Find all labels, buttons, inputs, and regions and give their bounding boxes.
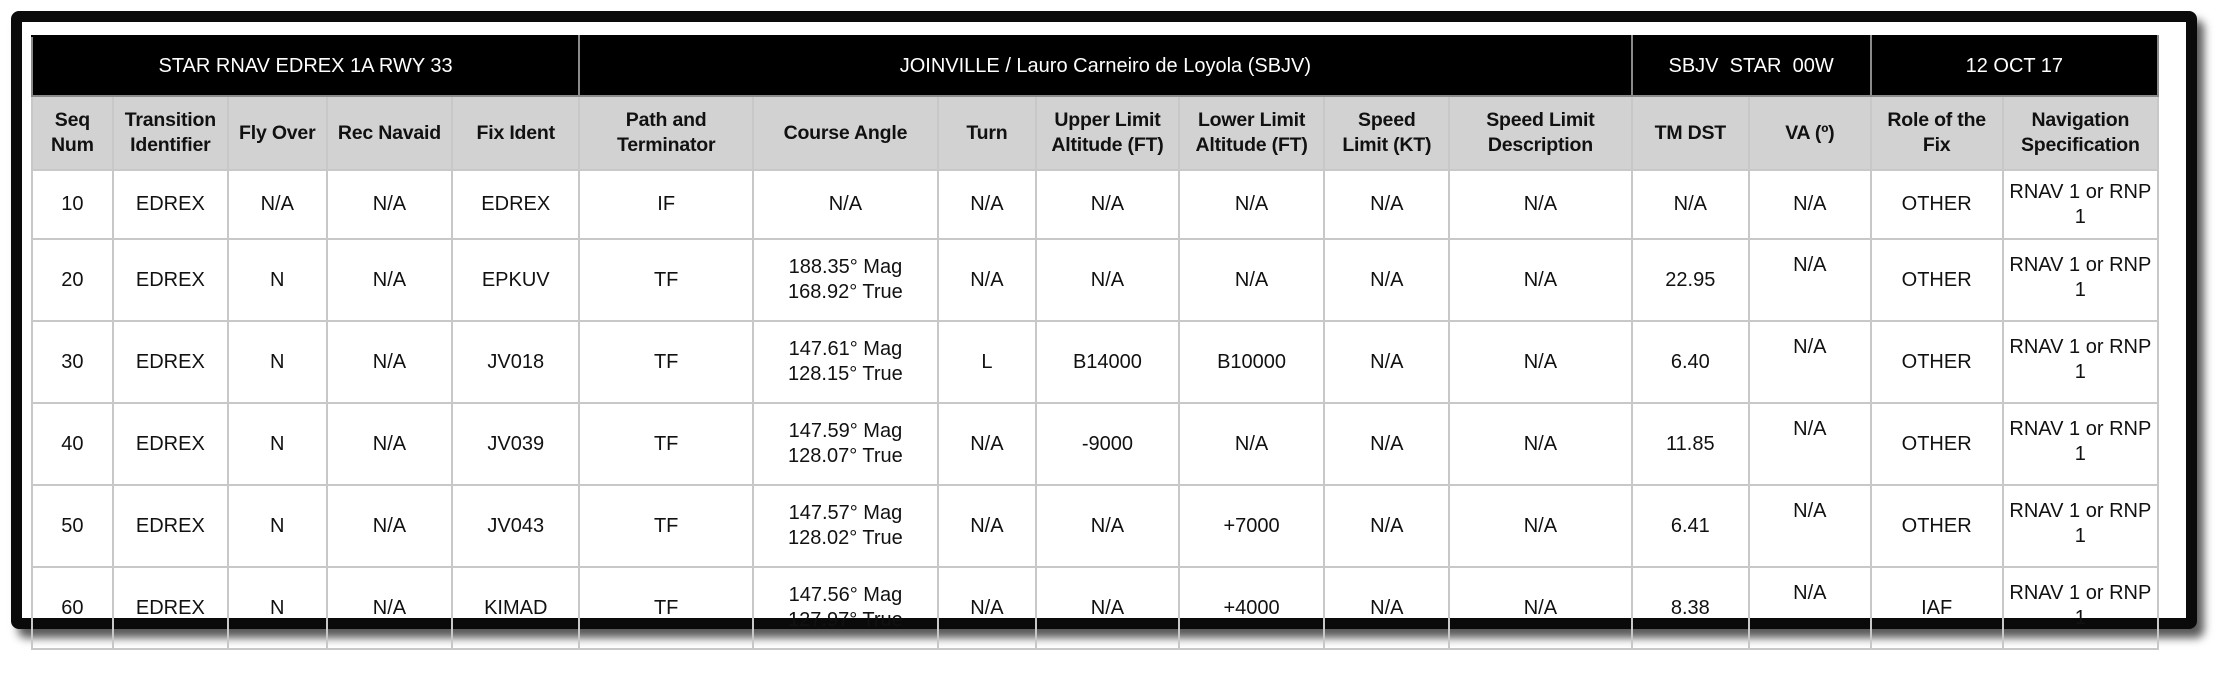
course-angle-line: 147.56° Mag	[788, 584, 903, 606]
cell-fix-ident: JV043	[452, 485, 579, 567]
cell-role-of-fix: IAF	[1871, 567, 2003, 649]
column-header-turn	[938, 96, 1037, 170]
cell-speed-limit: N/A	[1324, 239, 1449, 321]
cell-fix-ident: EDREX	[452, 170, 579, 239]
cell-fly-over: N	[228, 567, 327, 649]
cell-course-angle	[753, 170, 937, 239]
cell-lower-limit-altitude: B10000	[1179, 321, 1325, 403]
cell-turn: N/A	[938, 239, 1037, 321]
cell-fix-ident: JV018	[452, 321, 579, 403]
cell-seq-num: 10	[32, 170, 113, 239]
cell-fly-over: N	[228, 485, 327, 567]
column-header-line: Fix	[1922, 134, 1951, 156]
column-header-line: Seq	[54, 109, 90, 131]
cell-role-of-fix: OTHER	[1871, 485, 2003, 567]
course-angle-line: 168.92° True	[788, 281, 903, 303]
column-header-transition-identifier	[113, 96, 228, 170]
course-angle-line: 128.02° True	[788, 527, 903, 549]
column-header-row	[32, 96, 2158, 170]
table-row	[32, 567, 2158, 649]
cell-course-angle	[753, 567, 937, 649]
column-header-rec-navaid	[327, 96, 453, 170]
column-header-line: Altitude (FT)	[1195, 134, 1308, 156]
cell-va: N/A	[1749, 567, 1871, 649]
column-header-path-terminator	[579, 96, 753, 170]
cell-seq-num: 60	[32, 567, 113, 649]
column-header-line: Limit (KT)	[1342, 134, 1432, 156]
cell-path-terminator: TF	[579, 567, 753, 649]
cell-upper-limit-altitude: -9000	[1036, 403, 1179, 485]
table-body	[32, 170, 2158, 649]
cell-navigation-specification: RNAV 1 or RNP 1	[2003, 567, 2158, 649]
course-angle-line: 147.59° Mag	[788, 420, 903, 442]
cell-upper-limit-altitude: N/A	[1036, 239, 1179, 321]
procedure-title: STAR RNAV EDREX 1A RWY 33	[32, 36, 579, 96]
cell-va: N/A	[1749, 321, 1871, 403]
column-header-seq-num	[32, 96, 113, 170]
course-angle-line: 128.07° True	[788, 445, 903, 467]
course-angle-line: 128.15° True	[788, 363, 903, 385]
cell-speed-limit: N/A	[1324, 485, 1449, 567]
column-header-va	[1749, 96, 1871, 170]
cell-transition-identifier: EDREX	[113, 485, 228, 567]
cell-turn: L	[938, 321, 1037, 403]
cell-speed-limit: N/A	[1324, 403, 1449, 485]
cell-navigation-specification: RNAV 1 or RNP 1	[2003, 170, 2158, 239]
column-header-line: Num	[50, 134, 94, 156]
cell-path-terminator: TF	[579, 239, 753, 321]
cell-course-angle	[753, 403, 937, 485]
cell-course-angle	[753, 485, 937, 567]
cell-speed-limit: N/A	[1324, 321, 1449, 403]
column-header-navigation-specification	[2003, 96, 2158, 170]
cell-rec-navaid: N/A	[327, 239, 453, 321]
column-header-line: Lower Limit	[1197, 109, 1306, 131]
cell-tm-dst: N/A	[1632, 170, 1749, 239]
cell-lower-limit-altitude: N/A	[1179, 239, 1325, 321]
cell-role-of-fix: OTHER	[1871, 321, 2003, 403]
column-header-line: Role of the	[1887, 109, 1986, 131]
column-header-line: Terminator	[616, 134, 716, 156]
cell-fly-over: N	[228, 321, 327, 403]
course-angle-line: 147.61° Mag	[788, 338, 903, 360]
column-header-lower-limit-altitude	[1179, 96, 1325, 170]
column-header-fly-over	[228, 96, 327, 170]
cell-speed-limit-description: N/A	[1449, 239, 1631, 321]
cell-tm-dst: 6.40	[1632, 321, 1749, 403]
cell-turn: N/A	[938, 485, 1037, 567]
cell-transition-identifier: EDREX	[113, 403, 228, 485]
column-header-speed-limit-description	[1449, 96, 1631, 170]
column-header-line: Description	[1487, 134, 1593, 156]
column-header-speed-limit	[1324, 96, 1449, 170]
cell-course-angle	[753, 321, 937, 403]
cell-transition-identifier: EDREX	[113, 170, 228, 239]
cell-fix-ident: JV039	[452, 403, 579, 485]
column-header-line: TM DST	[1654, 121, 1726, 144]
cell-upper-limit-altitude: N/A	[1036, 170, 1179, 239]
cell-navigation-specification: RNAV 1 or RNP 1	[2003, 485, 2158, 567]
table-row	[32, 403, 2158, 485]
cell-navigation-specification: RNAV 1 or RNP 1	[2003, 403, 2158, 485]
cell-speed-limit-description: N/A	[1449, 321, 1631, 403]
cell-rec-navaid: N/A	[327, 321, 453, 403]
column-header-line: Upper Limit	[1054, 109, 1161, 131]
cell-lower-limit-altitude: N/A	[1179, 170, 1325, 239]
cell-speed-limit-description: N/A	[1449, 170, 1631, 239]
course-angle-line: 188.35° Mag	[788, 256, 903, 278]
table-row	[32, 321, 2158, 403]
cell-rec-navaid: N/A	[327, 403, 453, 485]
cell-tm-dst: 6.41	[1632, 485, 1749, 567]
column-header-line: Specification	[2020, 134, 2140, 156]
cell-rec-navaid: N/A	[327, 567, 453, 649]
cell-speed-limit-description: N/A	[1449, 485, 1631, 567]
cell-speed-limit: N/A	[1324, 567, 1449, 649]
column-header-line: VA (º)	[1785, 121, 1835, 144]
cell-lower-limit-altitude: +7000	[1179, 485, 1325, 567]
column-header-tm-dst	[1632, 96, 1749, 170]
airport-name: JOINVILLE / Lauro Carneiro de Loyola (SBJV)	[579, 36, 1631, 96]
banner-row	[32, 36, 2158, 96]
cell-rec-navaid: N/A	[327, 485, 453, 567]
cell-seq-num: 30	[32, 321, 113, 403]
column-header-line: Navigation	[2031, 109, 2130, 131]
cell-navigation-specification: RNAV 1 or RNP 1	[2003, 239, 2158, 321]
cell-navigation-specification: RNAV 1 or RNP 1	[2003, 321, 2158, 403]
cell-transition-identifier: EDREX	[113, 321, 228, 403]
cell-lower-limit-altitude: N/A	[1179, 403, 1325, 485]
column-header-line: Altitude (FT)	[1051, 134, 1164, 156]
column-header-line: Identifier	[130, 134, 211, 156]
table-row	[32, 485, 2158, 567]
procedure-table	[31, 35, 2159, 650]
column-header-line: Path and	[625, 109, 707, 131]
cell-speed-limit-description: N/A	[1449, 567, 1631, 649]
table-row	[32, 239, 2158, 321]
cell-upper-limit-altitude: N/A	[1036, 485, 1179, 567]
column-header-line: Turn	[966, 121, 1008, 144]
cell-va: N/A	[1749, 239, 1871, 321]
cell-fix-ident: EPKUV	[452, 239, 579, 321]
cell-fly-over: N	[228, 239, 327, 321]
cell-fly-over: N/A	[228, 170, 327, 239]
column-header-line: Transition	[124, 109, 216, 131]
course-angle-line: 127.97° True	[788, 609, 903, 631]
cell-upper-limit-altitude: N/A	[1036, 567, 1179, 649]
cell-course-angle	[753, 239, 937, 321]
column-header-line: Course Angle	[783, 121, 908, 144]
column-header-upper-limit-altitude	[1036, 96, 1179, 170]
cell-tm-dst: 8.38	[1632, 567, 1749, 649]
cell-path-terminator: TF	[579, 321, 753, 403]
cell-tm-dst: 22.95	[1632, 239, 1749, 321]
cell-turn: N/A	[938, 403, 1037, 485]
cell-seq-num: 40	[32, 403, 113, 485]
chart-reference: SBJV STAR 00W	[1632, 36, 1871, 96]
cell-role-of-fix: OTHER	[1871, 239, 2003, 321]
cell-fly-over: N	[228, 403, 327, 485]
cell-turn: N/A	[938, 567, 1037, 649]
column-header-course-angle	[753, 96, 937, 170]
course-angle-line: N/A	[828, 193, 863, 215]
cell-path-terminator: IF	[579, 170, 753, 239]
column-header-line: Fix Ident	[476, 121, 555, 144]
cell-role-of-fix: OTHER	[1871, 403, 2003, 485]
cell-speed-limit: N/A	[1324, 170, 1449, 239]
cell-tm-dst: 11.85	[1632, 403, 1749, 485]
cell-upper-limit-altitude: B14000	[1036, 321, 1179, 403]
cell-transition-identifier: EDREX	[113, 239, 228, 321]
cell-seq-num: 50	[32, 485, 113, 567]
cell-va: N/A	[1749, 485, 1871, 567]
cell-speed-limit-description: N/A	[1449, 403, 1631, 485]
column-header-line: Speed Limit	[1486, 109, 1595, 131]
course-angle-line: 147.57° Mag	[788, 502, 903, 524]
column-header-line: Rec Navaid	[337, 121, 441, 144]
effective-date: 12 OCT 17	[1871, 36, 2158, 96]
column-header-fix-ident	[452, 96, 579, 170]
cell-va: N/A	[1749, 403, 1871, 485]
cell-path-terminator: TF	[579, 485, 753, 567]
cell-lower-limit-altitude: +4000	[1179, 567, 1325, 649]
table-row	[32, 170, 2158, 239]
cell-transition-identifier: EDREX	[113, 567, 228, 649]
cell-fix-ident: KIMAD	[452, 567, 579, 649]
cell-role-of-fix: OTHER	[1871, 170, 2003, 239]
cell-va: N/A	[1749, 170, 1871, 239]
cell-rec-navaid: N/A	[327, 170, 453, 239]
cell-seq-num: 20	[32, 239, 113, 321]
cell-turn: N/A	[938, 170, 1037, 239]
column-header-line: Fly Over	[239, 121, 316, 144]
cell-path-terminator: TF	[579, 403, 753, 485]
column-header-line: Speed	[1358, 109, 1416, 131]
column-header-role-of-fix	[1871, 96, 2003, 170]
